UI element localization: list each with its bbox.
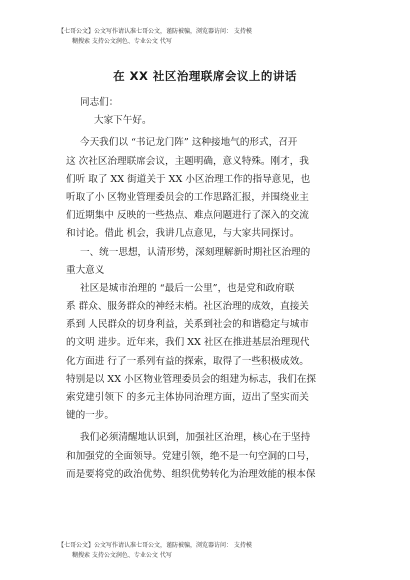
paragraph-line: 的文明 进步。近年来，我们 XX 社区在推进基层治理现代 [66,337,310,349]
heading-line: 一、统一思想，认清形势，深刻理解新时期社区治理的 [80,246,311,258]
paragraph-line: 们近期集中 反映的一些热点、难点问题进行了深入的交流 [66,210,309,222]
paragraph-1 [66,134,360,243]
paragraph-line: 系到 人民群众的切身利益，关系到社会的和谐稳定与城市 [66,319,309,331]
footer-line-1: 【七哥公文】公文写作请认准七哥公文，谨防被骗，浏览器访问： 支持模 [58,542,252,549]
salutation: 同志们： [80,97,119,108]
paragraph-line: 系 群众、服务群众的神经末梢。社区治理的成效，直接关 [66,301,309,313]
paragraph-line: 和加强党的全面领导。党建引领，绝不是一句空洞的口号， [66,450,316,462]
paragraph-line: 听取了小 区物业管理委员会的工作思路汇报，并围绕业主 [66,191,309,203]
paragraph-line: 和讨论。借此 机会，我讲几点意见，与大家共同探讨。 [66,228,300,240]
paragraph-line: 社区是城市治理的 “最后一公里”，也是党和政府联 [80,282,295,294]
paragraph-2 [66,280,360,426]
paragraph-line: 今天我们以 “书记龙门阵” 这种接地气的形式，召开 [80,137,298,149]
paragraph-3 [66,429,360,484]
footer-line-2: 糊搜索 支持公文润色、专业公文 代写 [72,552,172,559]
document-body [66,94,360,484]
paragraph-line: 索党建引领下 的多元主体协同治理方面，迈出了坚实而关 [66,392,309,403]
paragraph-line: 化方面进 行了一系列有益的探索，取得了一些积极成效。 [66,355,309,367]
paragraph-line: 键的一步。 [66,410,114,422]
page-header [58,27,368,47]
section-heading-1 [66,244,360,280]
document-title: 在 XX 社区治理联席会议上的讲话 [113,69,297,83]
heading-line: 重大意义 [66,264,105,276]
paragraph-line: 们听 取了 XX 街道关于 XX 小区治理工作的指导意见，也 [66,173,311,185]
greeting: 大家下午好。 [94,115,152,127]
header-line-2: 糊搜索 支持公文润色、专业公文 代写 [72,38,172,45]
paragraph-line: 我们必须清醒地认识到，加强社区治理，核心在于坚持 [80,432,311,444]
paragraph-line: 而是要将党的政治优势、组织优势转化为治理效能的根本保 [66,468,316,480]
paragraph-line: 特别是以 XX 小区物业管理委员会的组建为标志，我们在探 [66,373,317,385]
paragraph-line: 这 次社区治理联席会议，主题明确，意义特殊。刚才，我 [66,155,309,167]
page-footer [58,541,368,561]
header-line-1: 【七哥公文】公文写作请认准七哥公文，谨防被骗，浏览器访问： 支持模 [58,28,252,35]
